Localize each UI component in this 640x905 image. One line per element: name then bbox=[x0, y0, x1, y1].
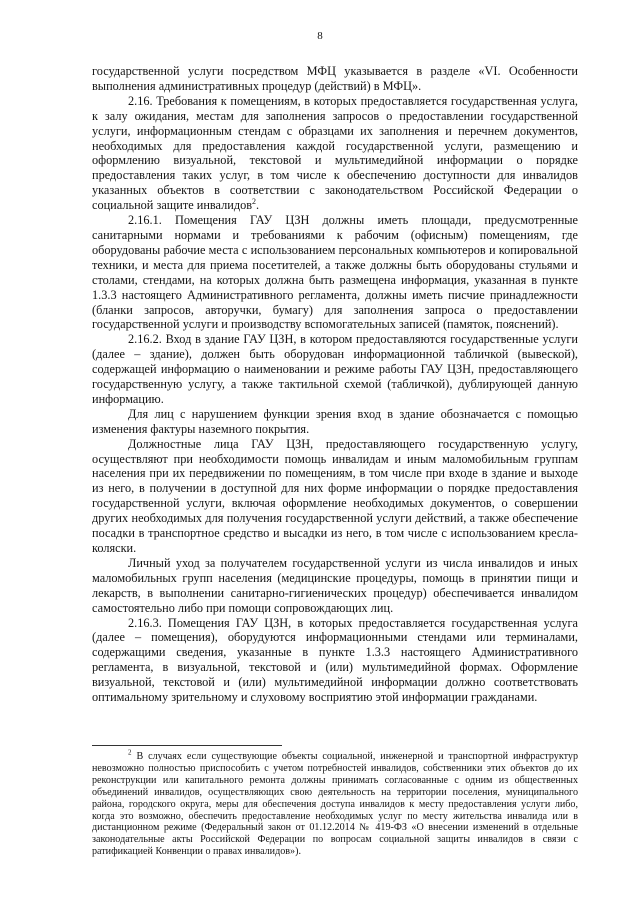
footnote-mark: 2 bbox=[128, 748, 132, 757]
paragraph-vision-impaired-entrance: Для лиц с нарушением функции зрения вход в здание обозначается с помощью изменения фактуры наземного покрытия. bbox=[92, 406, 578, 436]
paragraph-2-16: 2.16. Требования к помещениям, в которых предоставляется государственная услуга, к залу ожидания, местам для заполнения запросов о предоставлении государственной услуги, информационным стендам с образцами их заполнения и перечнем документов, необходимых для предоставления каждой государственной услуги, размещению и оформлению визуальной, текстовой и мультимедийной информации о порядке предоставления таких услуг, в том числе к обеспечению доступности для инвалидов указанных объектов в соответствии с законодательством Российской Федерации о социальной защите инвалидов$^2$. bbox=[92, 93, 578, 213]
page-number: 8 bbox=[317, 30, 323, 42]
paragraph-personal-care: Личный уход за получателем государственной услуги из числа инвалидов и иных маломобильных групп населения (медицинские процедуры, помощь в принятии пищи и лекарств, в выполнении санитарно-гигиенических процедур) обеспечивается инвалидом самостоятельно либо при помощи сопровождающих лиц. bbox=[92, 555, 578, 615]
footnote-text: В случаях если существующие объекты социальной, инженерной и транспортной инфраструктур невозможно полностью приспособить с учетом потребностей инвалидов, собственники этих объектов до их реконструкции или капитального ремонта должны принимать согласованные с одним из общественных объединений инвалидов, осуществляющих свою деятельность на территории поселения, муниципального района, городского округа, меры для обеспечения доступа инвалидов к месту предоставления услуги либо, когда это возможно, обеспечить предоставление необходимых услуг по месту жительства инвалида или в дистанционном режиме (Федеральный закон от 01.12.2014 № 419-ФЗ «О внесении изменений в отдельные законодательные акты Российской Федерации по вопросам социальной защиты инвалидов в связи с ратификацией Конвенции о правах инвалидов»). bbox=[92, 751, 578, 858]
paragraph-staff-assistance: Должностные лица ГАУ ЦЗН, предоставляющего государственную услугу, осуществляют при необходимости помощь инвалидам и иным маломобильным группам населения при их передвижении по помещениям, в том числе при входе в здание и выходе из него, в получении в доступной для них форме информации о порядке предоставления государственной услуги, включая оформление необходимых документов, о совершении других необходимых для получения государственной услуги действий, а также обеспечение посадки в транспортное средство и высадки из него, в том числе с использованием кресла-коляски. bbox=[92, 436, 578, 555]
paragraph-2-16-1: 2.16.1. Помещения ГАУ ЦЗН должны иметь площади, предусмотренные санитарными нормами и требованиями к рабочим (офисным) помещениям, где оборудованы рабочие места с использованием персональных компьютеров и копировальной техники, и места для приема посетителей, а также должны быть оборудованы стульями и столами, стендами, на которых должна быть размещена информация, указанная в пункте 1.3.3 настоящего Административного регламента, должны иметь писчие принадлежности (бланки запросов, авторучки, бумагу) для заполнения запроса о предоставлении государственной услуги и производству вспомогательных записей (памяток, пояснений). bbox=[92, 213, 578, 332]
paragraph-section-continuation: государственной услуги посредством МФЦ указывается в разделе «VI. Особенности выполнения административных процедур (действий) в МФЦ». bbox=[92, 64, 578, 93]
footnote bbox=[92, 748, 578, 858]
footnote-separator bbox=[92, 745, 282, 746]
body-text bbox=[92, 64, 578, 705]
paragraph-2-16-3: 2.16.3. Помещения ГАУ ЦЗН, в которых предоставляется государственная услуга (далее – помещения), оборудуются информационными стендами или терминалами, содержащими сведения, указанные в пункте 1.3.3 настоящего Административного регламента, в визуальной, текстовой и (или) мультимедийной формах. Оформление визуальной, текстовой и (или) мультимедийной информации должно соответствовать оптимальному зрительному и слуховому восприятию этой информации гражданами. bbox=[92, 615, 578, 705]
footnote-reference[interactable]: 2 bbox=[252, 197, 257, 207]
paragraph-2-16-2: 2.16.2. Вход в здание ГАУ ЦЗН, в котором предоставляются государственные услуги (далее – здание), должен быть оборудован информационной табличкой (вывеской), содержащей информацию о наименовании и режиме работы ГАУ ЦЗН, предоставляющего государственную услугу, а также тактильной схемой (табличкой), дублирующей данную информацию. bbox=[92, 332, 578, 406]
